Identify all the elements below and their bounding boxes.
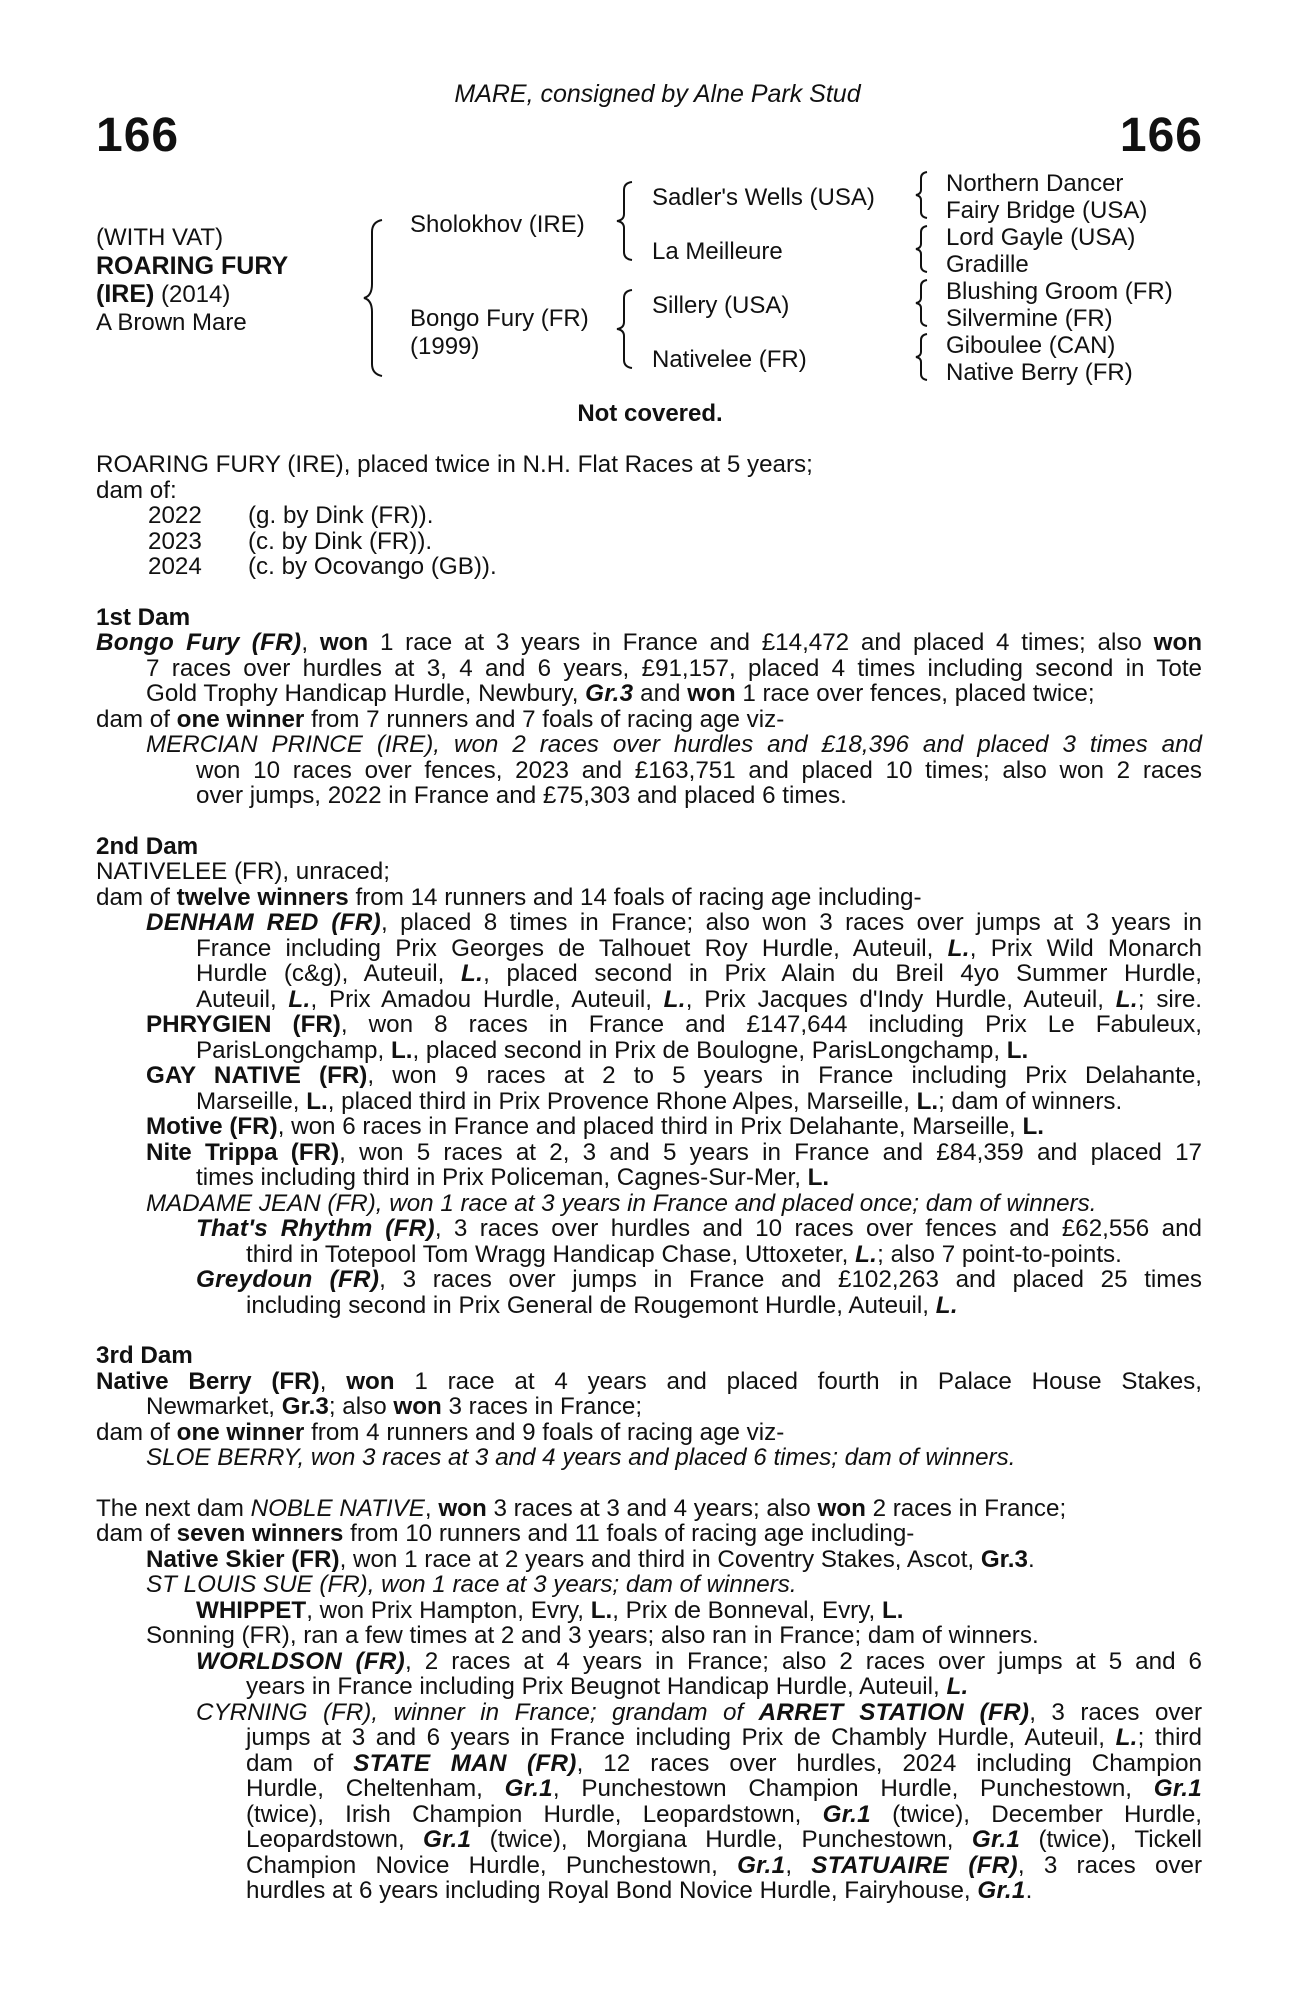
- next-dam-line: [96, 1725, 1202, 1751]
- grade-text: L.: [947, 934, 970, 962]
- text: (twice), Irish Champion Hurdle, Leopardstown,: [246, 1800, 823, 1828]
- pedigree-sire-dam: La Meilleure: [652, 238, 783, 265]
- first-dam-line: won 10 races over fences, 2023 and £163,751 and placed 10 times; also won 2 races: [196, 756, 1202, 784]
- won-text: won: [817, 1494, 866, 1522]
- grade-text: L.: [916, 1087, 939, 1115]
- catalogue-body: [96, 452, 1202, 1904]
- pedigree-dam-sire: Sillery (USA): [652, 292, 790, 319]
- second-dam-line: [96, 961, 1202, 987]
- next-dam-line: [96, 1674, 1202, 1700]
- won-text: won: [319, 629, 369, 656]
- pedigree-ggs-5: Blushing Groom (FR): [946, 278, 1173, 305]
- grade-text: L.: [1006, 1036, 1029, 1064]
- text: Auteuil,: [196, 985, 289, 1013]
- pedigree-dam-dam: Nativelee (FR): [652, 346, 807, 373]
- dam-name: NOBLE NATIVE: [250, 1494, 425, 1522]
- won-text: won: [393, 1393, 442, 1420]
- lot-number-right: 166: [1119, 109, 1203, 162]
- next-dam-line: [96, 1598, 1202, 1624]
- grade-text: Gr.3: [585, 680, 634, 707]
- first-dam-line: [96, 732, 1202, 758]
- grade-text: Gr.1: [971, 1826, 1021, 1853]
- next-dam-line: [96, 1827, 1202, 1853]
- third-dam-line: SLOE BERRY, won 3 races at 3 and 4 years and placed 6 times; dam of winners.: [146, 1444, 1016, 1471]
- grade-text: L.: [390, 1036, 413, 1064]
- text: Champion Novice Hurdle, Punchestown,: [246, 1851, 738, 1879]
- progeny-name: Native Skier (FR): [146, 1545, 340, 1573]
- text: and: [633, 680, 688, 707]
- text: ParisLongchamp,: [196, 1036, 391, 1064]
- third-dam-line: [96, 1369, 1202, 1395]
- text: .: [1027, 1545, 1035, 1573]
- grade-text: L.: [288, 985, 311, 1013]
- next-dam-line: ST LOUIS SUE (FR), won 1 race at 3 years; dam of winners.: [146, 1571, 797, 1598]
- produce-text: (g. by Dink (FR)).: [248, 502, 434, 529]
- horse-country: (IRE): [96, 280, 155, 308]
- grade-text: L.: [946, 1673, 969, 1700]
- pedigree-sire-sire: Sadler's Wells (USA): [652, 184, 875, 211]
- grade-text: Gr.1: [1153, 1775, 1203, 1802]
- pedigree-ggs-6: Silvermine (FR): [946, 305, 1113, 332]
- grade-text: Gr.3: [281, 1393, 329, 1420]
- second-dam-line: MADAME JEAN (FR), won 1 race at 3 years in France and placed once; dam of winners.: [146, 1189, 1097, 1217]
- second-dam-line: [96, 1114, 1202, 1140]
- lot-number-left: 166: [96, 109, 180, 162]
- grade-text: L.: [663, 985, 686, 1013]
- produce-text: (c. by Dink (FR)).: [248, 527, 433, 555]
- next-dam-line: [96, 1496, 1202, 1522]
- progeny-name: Greydoun (FR): [196, 1266, 380, 1293]
- dam-name: Native Berry (FR): [96, 1367, 320, 1395]
- text: , placed second in Prix de Boulogne, ParisLongchamp,: [412, 1036, 1007, 1064]
- text: The next dam: [96, 1494, 251, 1522]
- text: (twice), Morgiana Hurdle, Punchestown,: [471, 1826, 972, 1853]
- text: , Prix Amadou Hurdle, Auteuil,: [310, 985, 664, 1013]
- first-dam-line: over jumps, 2022 in France and £75,303 and placed 6 times.: [196, 782, 847, 809]
- text: , Prix Wild Monarch: [969, 934, 1202, 962]
- text: ,: [785, 1851, 812, 1879]
- grade-text: Gr.3: [980, 1545, 1028, 1573]
- next-dam-line: [96, 1751, 1202, 1777]
- second-dam-line: [96, 1267, 1202, 1293]
- grade-text: L.: [1022, 1113, 1044, 1140]
- produce-row: [96, 529, 1202, 555]
- grade-text: L.: [461, 960, 484, 987]
- text: , placed third in Prix Provence Rhone Alpes, Marseille,: [327, 1087, 917, 1115]
- text: dam of: [96, 705, 177, 733]
- grade-text: L.: [1115, 1724, 1138, 1751]
- pedigree-ggs-4: Gradille: [946, 251, 1029, 278]
- text: from 7 runners and 7 foals of racing age viz-: [304, 705, 785, 733]
- produce-year: 2024: [148, 553, 202, 580]
- winners-count: twelve winners: [176, 883, 349, 911]
- second-dam-line: [96, 1038, 1202, 1064]
- text: , won 1 race at 2 years and third in Coventry Stakes, Ascot,: [339, 1545, 981, 1573]
- text: times including third in Prix Policeman, Cagnes-Sur-Mer,: [196, 1164, 808, 1191]
- text: France including Prix Georges de Talhouet Roy Hurdle, Auteuil,: [196, 934, 948, 962]
- second-dam-line: [96, 1140, 1202, 1166]
- grade-text: L.: [935, 1291, 958, 1319]
- progeny-name: STATE MAN (FR): [353, 1749, 577, 1777]
- text: 1 race over fences, placed twice;: [735, 680, 1095, 707]
- text: dam of: [96, 1520, 177, 1547]
- pedigree-brace-main: [360, 218, 390, 378]
- progeny-name: DENHAM RED (FR): [146, 909, 381, 936]
- text: , won 6 races in France and placed third in Prix Delahante, Marseille,: [277, 1113, 1023, 1140]
- text: 1 race at 3 years in France and £14,472 and placed 4 times; also: [368, 629, 1154, 656]
- grade-text: Gr.1: [822, 1800, 871, 1828]
- second-dam-line: [96, 936, 1202, 962]
- progeny-name: That's Rhythm (FR): [196, 1215, 435, 1242]
- second-dam-line: [96, 1063, 1202, 1089]
- grade-text: L.: [881, 1596, 904, 1624]
- first-dam-line: [96, 707, 1202, 733]
- next-dam-line: [96, 1776, 1202, 1802]
- text: Hurdle, Cheltenham,: [246, 1775, 505, 1802]
- next-dam-line: Sonning (FR), ran a few times at 2 and 3 years; also ran in France; dam of winners.: [146, 1622, 1039, 1649]
- pedigree-brace-sd: [913, 224, 933, 274]
- progeny-name: PHRYGIEN (FR): [146, 1011, 341, 1038]
- text: ; also: [328, 1393, 394, 1420]
- text: Gold Trophy Handicap Hurdle, Newbury,: [146, 680, 586, 707]
- pedigree-brace-ss: [913, 170, 933, 220]
- second-dam-line: [96, 1293, 1202, 1319]
- text: , placed second in Prix Alain du Breil 4yo Summer Hurdle,: [483, 960, 1202, 987]
- text: ; third: [1137, 1724, 1202, 1751]
- grade-text: L.: [590, 1596, 613, 1624]
- text: ; also 7 point-to-points.: [877, 1240, 1122, 1268]
- next-dam-line: [96, 1547, 1202, 1573]
- intro-dam-of: dam of:: [96, 476, 177, 504]
- text: (twice), Tickell: [1020, 1826, 1202, 1853]
- pedigree-dam-year: (1999): [410, 333, 480, 360]
- produce-text: (c. by Ocovango (GB)).: [248, 553, 497, 580]
- grade-text: L.: [1115, 985, 1138, 1013]
- horse-year: (2014): [154, 281, 231, 308]
- text: dam of: [246, 1749, 354, 1777]
- text: , won 5 races at 2, 3 and 5 years in France and £84,359 and placed 17: [339, 1138, 1202, 1166]
- consignment-line: MARE, consigned by Alne Park Stud: [454, 80, 861, 108]
- second-dam-line: [96, 1242, 1202, 1268]
- second-dam-line: [96, 1012, 1202, 1038]
- progeny-name: Nite Trippa (FR): [146, 1138, 340, 1166]
- pedigree-sire: Sholokhov (IRE): [410, 211, 585, 238]
- text: , 3 races over: [1017, 1851, 1202, 1879]
- won-text: won: [346, 1367, 395, 1395]
- produce-year: 2023: [148, 527, 202, 555]
- second-dam-line: [96, 1089, 1202, 1115]
- text: 1 race at 4 years and placed fourth in Palace House Stakes,: [394, 1367, 1202, 1395]
- text: CYRNING (FR), winner in France; grandam of: [196, 1698, 759, 1726]
- pedigree-brace-dam: [614, 288, 638, 370]
- text: Marseille,: [196, 1087, 307, 1115]
- next-dam-line: [96, 1521, 1202, 1547]
- progeny-name: GAY NATIVE (FR): [146, 1062, 368, 1089]
- progeny-name: MERCIAN PRINCE (IRE): [146, 731, 434, 758]
- text: including second in Prix General de Rougemont Hurdle, Auteuil,: [246, 1291, 936, 1319]
- grade-text: L.: [306, 1087, 328, 1115]
- pedigree-brace-dd: [913, 332, 933, 382]
- second-dam-heading: 2nd Dam: [96, 832, 199, 860]
- text: , placed 8 times in France; also won 3 races over jumps at 3 years in: [380, 909, 1202, 936]
- next-dam-line: [96, 1878, 1202, 1904]
- text: , won 8 races in France and £147,644 including Prix Le Fabuleux,: [340, 1011, 1202, 1038]
- second-dam-line: NATIVELEE (FR), unraced;: [96, 858, 390, 885]
- text: , won Prix Hampton, Evry,: [306, 1596, 591, 1624]
- text: from 10 runners and 11 foals of racing age including-: [343, 1520, 915, 1547]
- text: 3 races in France;: [441, 1393, 643, 1420]
- text: from 14 runners and 14 foals of racing age including-: [348, 883, 922, 911]
- winners-count: one winner: [176, 705, 305, 733]
- second-dam-line: [96, 1216, 1202, 1242]
- second-dam-line: [96, 987, 1202, 1013]
- text: , won 2 races over hurdles and £18,396 and placed 3 times and: [433, 731, 1202, 758]
- pedigree-ggs-8: Native Berry (FR): [946, 359, 1133, 386]
- first-dam-line: [96, 681, 1202, 707]
- text: years in France including Prix Beugnot Handicap Hurdle, Auteuil,: [246, 1673, 947, 1700]
- vat-note: (WITH VAT): [96, 224, 224, 251]
- text: jumps at 3 and 6 years in France including Prix de Chambly Hurdle, Auteuil,: [246, 1724, 1116, 1751]
- next-dam-line: [96, 1802, 1202, 1828]
- pedigree-brace-sire: [614, 180, 638, 262]
- progeny-name: WORLDSON (FR): [196, 1647, 406, 1675]
- next-dam-line: [96, 1700, 1202, 1726]
- text: dam of: [96, 1418, 177, 1446]
- text: (twice), December Hurdle,: [870, 1800, 1203, 1828]
- text: ,: [424, 1494, 439, 1522]
- text: , 3 races over: [1029, 1698, 1203, 1726]
- text: , 3 races over hurdles and 10 races over fences and £62,556 and: [434, 1215, 1202, 1242]
- progeny-name: STATUAIRE (FR): [811, 1851, 1018, 1879]
- first-dam-heading: 1st Dam: [96, 603, 191, 631]
- won-text: won: [1153, 629, 1202, 656]
- text: hurdles at 6 years including Royal Bond Novice Hurdle, Fairyhouse,: [246, 1877, 978, 1904]
- text: , 3 races over jumps in France and £102,263 and placed 25 times: [379, 1266, 1202, 1293]
- next-dam-line: [96, 1853, 1202, 1879]
- pedigree-ggs-2: Fairy Bridge (USA): [946, 197, 1148, 224]
- winners-count: one winner: [176, 1418, 305, 1446]
- second-dam-line: [96, 885, 1202, 911]
- won-text: won: [438, 1494, 487, 1522]
- next-dam-line: [96, 1649, 1202, 1675]
- text: Hurdle (c&g), Auteuil,: [196, 960, 461, 987]
- grade-text: Gr.1: [737, 1851, 786, 1879]
- grade-text: L.: [807, 1164, 830, 1191]
- not-covered-note: Not covered.: [577, 400, 723, 427]
- produce-row: [96, 554, 1202, 580]
- first-dam-line: 7 races over hurdles at 3, 4 and 6 years, £91,157, placed 4 times including second in Tote: [146, 654, 1202, 682]
- grade-text: Gr.1: [977, 1877, 1026, 1904]
- third-dam-line: [96, 1420, 1202, 1446]
- first-dam-line: Bongo Fury (FR), won 1 race at 3 years in France and £14,472 and placed 4 times; also won: [96, 629, 1202, 656]
- pedigree-dam: Bongo Fury (FR): [410, 305, 589, 332]
- produce-year: 2022: [148, 502, 202, 529]
- text: ,: [319, 1367, 347, 1395]
- horse-identity: [96, 224, 288, 337]
- text: , 12 races over hurdles, 2024 including Champion: [576, 1749, 1203, 1777]
- pedigree-ggs-3: Lord Gayle (USA): [946, 224, 1136, 251]
- third-dam-line: [96, 1394, 1202, 1420]
- text: from 4 runners and 9 foals of racing age viz-: [304, 1418, 785, 1446]
- text: 3 races at 3 and 4 years; also: [486, 1494, 818, 1522]
- pedigree-ggs-1: Northern Dancer: [946, 170, 1124, 197]
- second-dam-line: [96, 910, 1202, 936]
- progeny-name: Motive (FR): [146, 1113, 278, 1140]
- progeny-name: ARRET STATION (FR): [758, 1698, 1030, 1726]
- horse-name: ROARING FURY: [96, 252, 289, 280]
- text: Newmarket,: [146, 1393, 282, 1420]
- text: , 2 races at 4 years in France; also 2 races over jumps at 5 and 6: [405, 1647, 1202, 1675]
- text: , Prix Jacques d'Indy Hurdle, Auteuil,: [685, 985, 1116, 1013]
- produce-row: [96, 503, 1202, 529]
- text: third in Totepool Tom Wragg Handicap Chase, Uttoxeter,: [246, 1240, 856, 1268]
- text: , won 9 races at 2 to 5 years in France including Prix Delahante,: [367, 1062, 1203, 1089]
- second-dam-line: [96, 1165, 1202, 1191]
- grade-text: Gr.1: [423, 1826, 472, 1853]
- text: , Punchestown Champion Hurdle, Punchestown,: [552, 1775, 1154, 1802]
- winners-count: seven winners: [176, 1520, 344, 1547]
- progeny-name: WHIPPET: [196, 1596, 307, 1624]
- third-dam-heading: 3rd Dam: [96, 1342, 193, 1369]
- text: .: [1025, 1877, 1033, 1904]
- horse-description: A Brown Mare: [96, 309, 247, 336]
- text: 2 races in France;: [865, 1494, 1067, 1522]
- intro-line: ROARING FURY (IRE), placed twice in N.H. Flat Races at 5 years;: [96, 451, 813, 478]
- pedigree-ggs-7: Giboulee (CAN): [946, 332, 1116, 359]
- text: , Prix de Bonneval, Evry,: [612, 1596, 882, 1624]
- grade-text: L.: [855, 1240, 878, 1268]
- text: Leopardstown,: [246, 1826, 424, 1853]
- won-text: won: [687, 680, 736, 707]
- dam-name: Bongo Fury (FR): [96, 629, 302, 656]
- text: ; dam of winners.: [938, 1087, 1123, 1115]
- text: dam of: [96, 883, 177, 911]
- grade-text: Gr.1: [504, 1775, 553, 1802]
- pedigree-brace-ds: [913, 278, 933, 328]
- text: ; sire.: [1137, 985, 1203, 1013]
